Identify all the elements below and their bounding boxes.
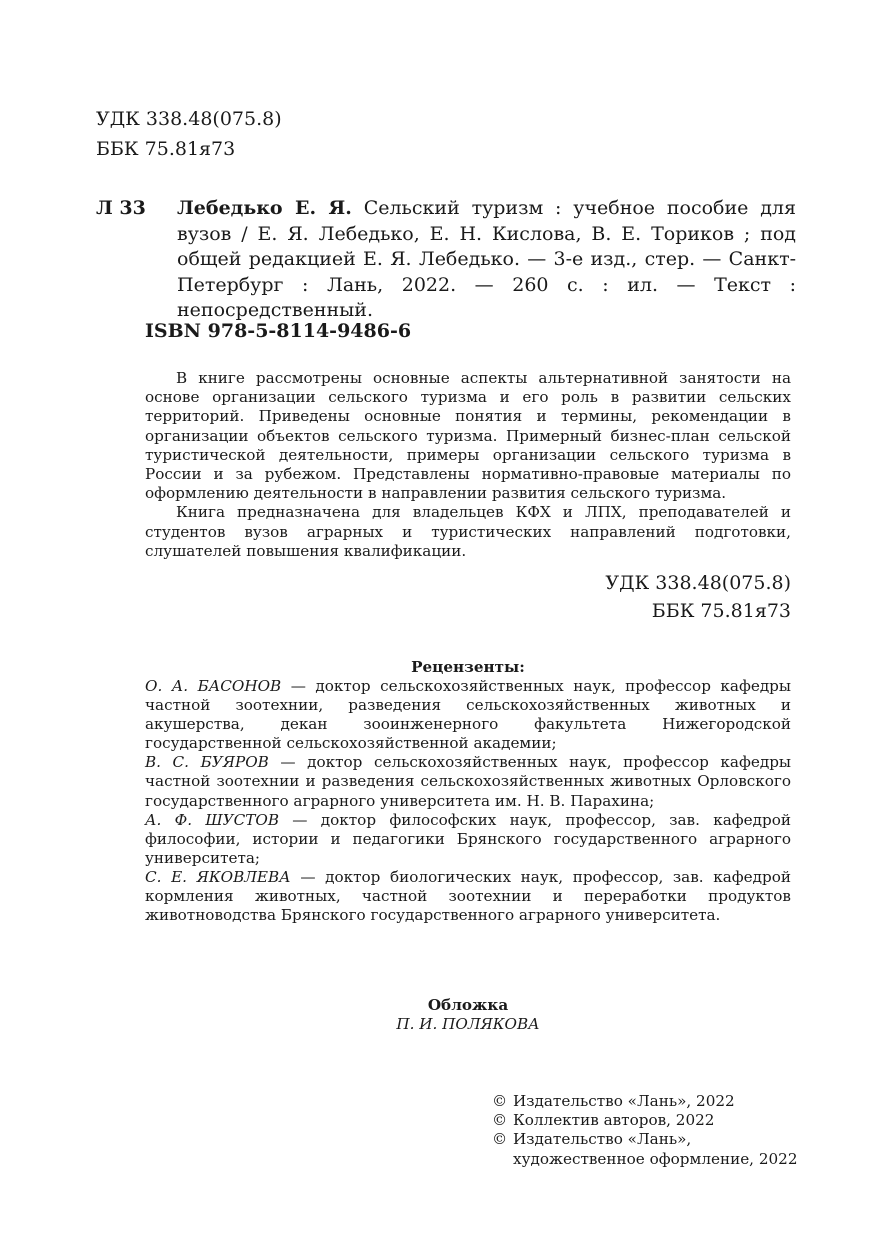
top-index-block [96,104,282,164]
udk-code-top: УДК 338.48(075.8) [96,108,282,130]
reviewer-entry [145,868,791,925]
reviewer-name: О. А. БАСОНОВ [145,677,282,695]
cover-credit [145,996,791,1034]
reviewer-details: — доктор сельскохозяйственных наук, профессор кафедры частной зоотехнии и разведения сельскохозяйственных животных Орловского государственного аграрного университета им. Н. В. Парахина; [145,753,792,810]
udk-code-bottom: УДК 338.48(075.8) [605,572,791,594]
reviewer-details: — доктор сельскохозяйственных наук, профессор кафедры частной зоотехнии, разведения сельскохозяйственных животных и акушерства, декан зооинженерного факультета Нижегородской государственной сельскохозяйственной академии; [145,677,791,753]
reviewer-details: — доктор философских наук, профессор, зав. кафедрой философии, истории и педагогики Брянского государственного аграрного университета; [145,810,791,867]
isbn: ISBN 978-5-8114-9486-6 [145,320,412,342]
copyright-text: Издательство «Лань», [513,1130,692,1149]
annotation [145,369,791,561]
reviewer-entry [145,677,791,753]
cover-designer: П. И. ПОЛЯКОВА [396,1015,540,1033]
reviewers-title: Рецензенты: [411,658,525,676]
copyright-text: Коллектив авторов, 2022 [513,1111,715,1130]
reviewer-name: С. Е. ЯКОВЛЕВА [145,867,291,886]
copyright-text-continued: художественное оформление, 2022 [513,1149,798,1168]
bbk-code-top: ББК 75.81я73 [96,138,236,160]
copyright-icon: © [492,1111,508,1130]
reviewer-entry [145,811,791,868]
catalog-record [96,196,796,324]
author-sign: Л 33 [96,197,146,219]
bbk-code-bottom: ББК 75.81я73 [651,600,791,622]
copyright-block [492,1092,798,1169]
reviewer-entry [145,753,791,810]
reviewer-details: — доктор биологических наук, профессор, зав. кафедрой кормления животных, частной зоотехнии и переработки продуктов животноводства Брянского государственного аграрного университета. [145,867,792,925]
bottom-index-block [605,569,791,625]
annotation-paragraph: В книге рассмотрены основные аспекты альтернативной занятости на основе организации сельского туризма и его роль в развитии сельских территорий. Приведены основные понятия и термины, рекомендации в организации объектов сельского туризма. Примерный бизнес-план сельской туристической деятельности, примеры организации сельского туризма в России и за рубежом. Представлены нормативно-правовые материалы по оформлению деятельности в направлении развития сельского туризма. [145,369,791,503]
copyright-line [492,1130,798,1149]
copyright-icon: © [492,1130,508,1149]
annotation-paragraph: Книга предназначена для владельцев КФХ и ЛПХ, преподавателей и студентов вузов аграрных и туристических направлений подготовки, слушателей повышения квалификации. [145,503,791,560]
bibliographic-description [177,196,796,324]
catalog-author: Лебедько Е. Я. [177,197,352,219]
reviewers-list [145,677,791,925]
copyright-icon: © [492,1092,508,1110]
catalog-description: Сельский туризм : учебное пособие для вузов / Е. Я. Лебедько, Е. Н. Кислова, В. Е. Ториков ; под общей редакцией Е. Я. Лебедько. — 3-е изд., стер. — Санкт-Петербург : Лань, 2022. — 260 с. : ил. — Текст : непосредственный. [177,197,796,321]
cover-label: Обложка [427,996,509,1014]
copyright-text: Издательство «Лань», 2022 [513,1092,735,1110]
reviewer-name: А. Ф. ШУСТОВ [145,810,280,829]
copyright-line [492,1092,798,1111]
copyright-line [492,1111,798,1130]
reviewer-name: В. С. БУЯРОВ [145,753,269,772]
